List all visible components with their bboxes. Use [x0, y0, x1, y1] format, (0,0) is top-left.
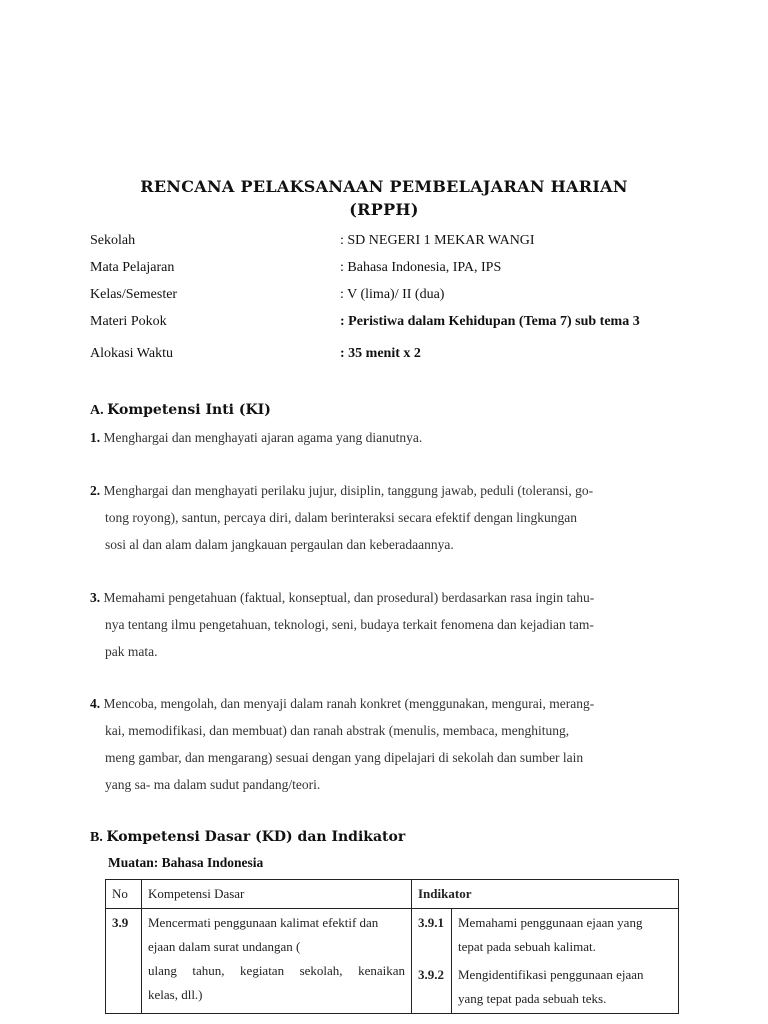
- indicator-number: 3.9.1: [412, 909, 452, 962]
- table-header-row: [106, 880, 679, 909]
- info-label: Kelas/Semester: [90, 287, 178, 302]
- info-value: : SD NEGERI 1 MEKAR WANGI: [340, 233, 535, 248]
- document-title-line1: RENCANA PELAKSANAAN PEMBELAJARAN HARIAN: [140, 177, 628, 196]
- kd-text-line: Mencermati penggunaan kalimat efektif dan: [148, 915, 379, 930]
- kd-text-line: kelas, dll.): [148, 987, 203, 1002]
- ki-text-line: nya tentang ilmu pengetahuan, teknologi, seni, budaya terkait fenomena dan kejadian tam-: [105, 617, 594, 632]
- indicator-text-line: yang tepat pada sebuah teks.: [458, 991, 607, 1006]
- info-value: : Bahasa Indonesia, IPA, IPS: [340, 260, 502, 275]
- ki-item-4: [90, 690, 670, 798]
- ki-number: 4.: [90, 696, 101, 711]
- section-b-prefix: B.: [90, 830, 103, 845]
- info-row-kelas-semester: [90, 287, 690, 307]
- info-value: : 35 menit x 2: [340, 346, 421, 361]
- kd-indicator-table: [105, 879, 679, 1014]
- ki-number: 3.: [90, 590, 101, 605]
- ki-text-line: sosi al dan alam dalam jangkauan pergaulan dan keberadaannya.: [105, 537, 454, 552]
- info-label: Alokasi Waktu: [90, 346, 173, 361]
- section-a-prefix: A.: [90, 403, 104, 418]
- section-b-title: Kompetensi Dasar (KD) dan Indikator: [106, 829, 406, 845]
- ki-text-line: pak mata.: [105, 644, 158, 659]
- info-value: : Peristiwa dalam Kehidupan (Tema 7) sub tema 3: [340, 314, 640, 329]
- ki-number: 1.: [90, 430, 101, 445]
- info-label: Sekolah: [90, 233, 136, 248]
- info-label: Mata Pelajaran: [90, 260, 175, 275]
- section-a-heading: [90, 402, 271, 419]
- indicator-text-line: Memahami penggunaan ejaan yang: [458, 915, 643, 930]
- info-row-materi-pokok: [90, 314, 690, 334]
- kd-text: [142, 909, 412, 1014]
- header-kompetensi-dasar: Kompetensi Dasar: [142, 880, 412, 909]
- ki-text-line: Menghargai dan menghayati perilaku jujur, disiplin, tanggung jawab, peduli (toleransi, go-: [103, 483, 594, 498]
- info-row-mata-pelajaran: [90, 260, 690, 280]
- header-no: No: [106, 880, 142, 909]
- indicator-number: 3.9.2: [412, 961, 452, 1014]
- kd-text-line: ulang tahun, kegiatan sekolah, kenaikan: [148, 963, 405, 978]
- header-indikator: Indikator: [412, 880, 679, 909]
- ki-text-line: kai, memodifikasi, dan membuat) dan ranah abstrak (menulis, membaca, menghitung,: [105, 723, 570, 738]
- ki-item-2: [90, 477, 670, 558]
- ki-text-line: yang sa- ma dalam sudut pandang/teori.: [105, 777, 321, 792]
- indicator-text-line: tepat pada sebuah kalimat.: [458, 939, 596, 954]
- ki-item-1: [90, 424, 670, 451]
- info-row-alokasi-waktu: [90, 346, 690, 366]
- indicator-text: [452, 961, 679, 1014]
- ki-text-line: Mencoba, mengolah, dan menyaji dalam ranah konkret (menggunakan, mengurai, merang-: [103, 696, 595, 711]
- table-row: [106, 909, 679, 962]
- info-row-sekolah: [90, 233, 690, 253]
- section-a-title: Kompetensi Inti (KI): [107, 402, 271, 418]
- ki-text-line: tong royong), santun, percaya diri, dalam berinteraksi secara efektif dengan lingkungan: [105, 510, 577, 525]
- ki-text-line: Memahami pengetahuan (faktual, konseptual, dan prosedural) berdasarkan rasa ingin tahu-: [103, 590, 595, 605]
- info-value: : V (lima)/ II (dua): [340, 287, 445, 302]
- ki-text-line: Menghargai dan menghayati ajaran agama yang dianutnya.: [103, 430, 423, 445]
- kd-text-line: ejaan dalam surat undangan (: [148, 939, 301, 954]
- info-label: Materi Pokok: [90, 314, 167, 329]
- ki-text-line: meng gambar, dan mengarang) sesuai dengan yang dipelajari di sekolah dan sumber lain: [105, 750, 584, 765]
- ki-item-3: [90, 584, 670, 665]
- document-title-line2: (RPPH): [349, 200, 419, 219]
- ki-number: 2.: [90, 483, 101, 498]
- kd-number: 3.9: [106, 909, 142, 1014]
- indicator-text-line: Mengidentifikasi penggunaan ejaan: [458, 967, 644, 982]
- section-b-heading: [90, 829, 405, 846]
- muatan-label: Muatan: Bahasa Indonesia: [108, 855, 264, 870]
- indicator-text: [452, 909, 679, 962]
